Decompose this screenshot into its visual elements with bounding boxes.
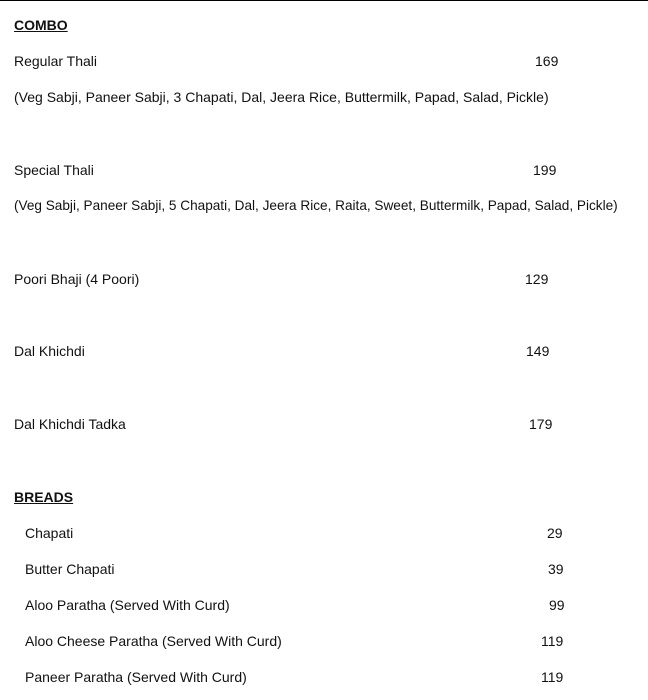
special-thali-price: 199 [533,162,557,178]
chapati-price: 29 [547,525,563,541]
aloo-paratha-name: Aloo Paratha (Served With Curd) [25,597,230,613]
aloo-cheese-paratha-price: 119 [541,633,564,649]
chapati-name: Chapati [25,525,74,541]
poori-bhaji-price: 129 [525,271,549,287]
paneer-paratha-price: 119 [541,669,564,685]
combo-heading: COMBO [14,17,68,33]
aloo-paratha-price: 99 [549,597,565,613]
special-thali-description: (Veg Sabji, Paneer Sabji, 5 Chapati, Dal, Jeera Rice, Raita, Sweet, Buttermilk, Papad, Salad, Pickle) [14,198,618,213]
dal-khichdi-tadka-price: 179 [529,416,553,432]
butter-chapati-name: Butter Chapati [25,561,115,577]
dal-khichdi-tadka-name: Dal Khichdi Tadka [14,416,126,432]
regular-thali-description: (Veg Sabji, Paneer Sabji, 3 Chapati, Dal, Jeera Rice, Buttermilk, Papad, Salad, Pickle) [14,89,549,105]
dal-khichdi-name: Dal Khichdi [14,343,85,359]
butter-chapati-price: 39 [548,561,564,577]
dal-khichdi-price: 149 [526,343,550,359]
top-divider [0,0,648,1]
special-thali-name: Special Thali [14,162,94,178]
breads-heading: BREADS [14,489,74,505]
regular-thali-price: 169 [535,53,559,69]
paneer-paratha-name: Paneer Paratha (Served With Curd) [25,669,247,685]
poori-bhaji-name: Poori Bhaji (4 Poori) [14,271,140,287]
aloo-cheese-paratha-name: Aloo Cheese Paratha (Served With Curd) [25,633,282,649]
regular-thali-name: Regular Thali [14,53,98,69]
